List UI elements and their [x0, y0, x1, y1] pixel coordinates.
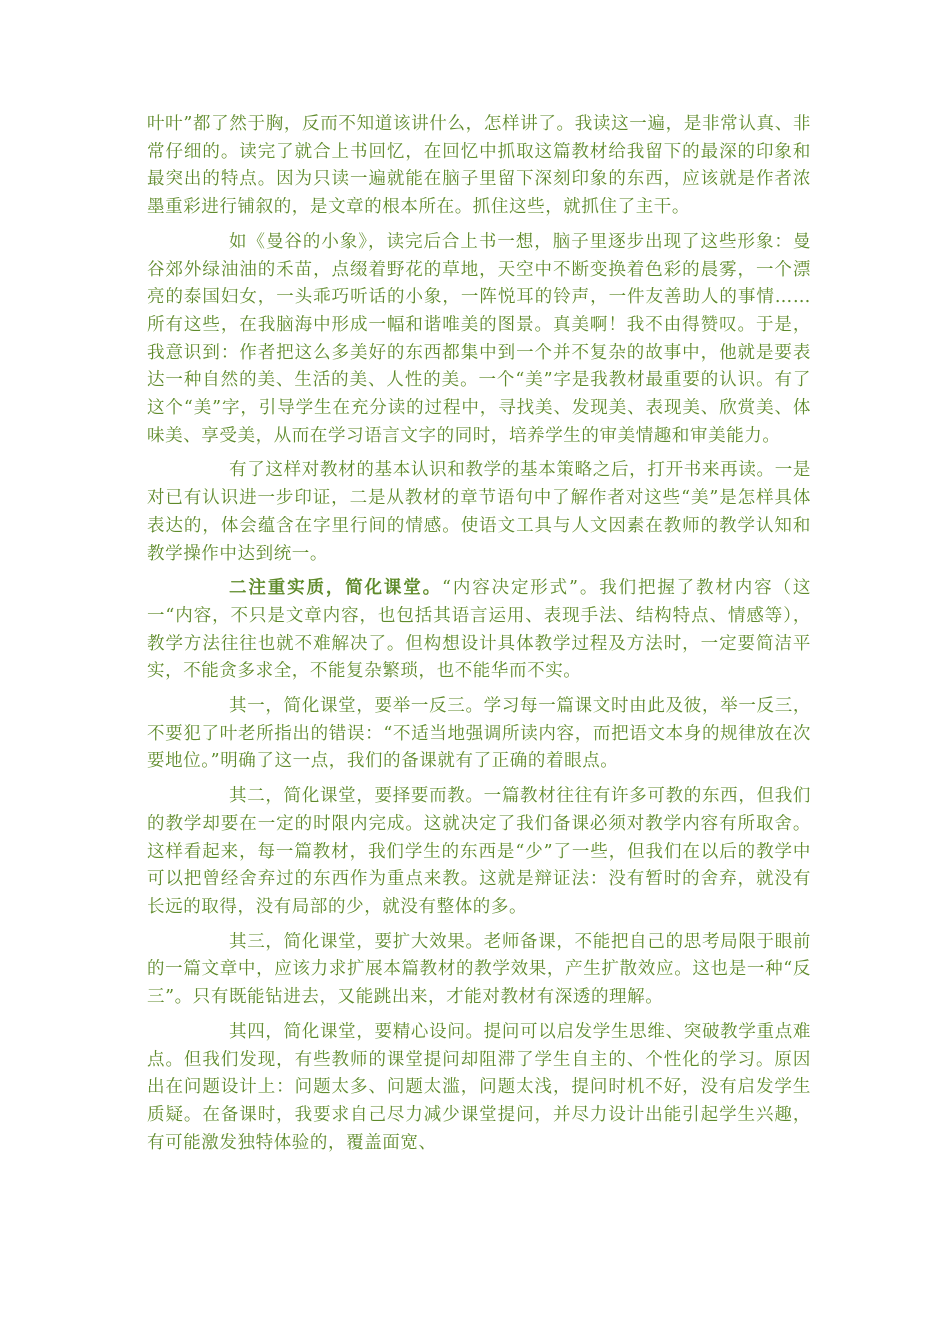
- paragraph-7: 其三，简化课堂，要扩大效果。老师备课，不能把自己的思考局限于眼前的一篇文章中，应该力求扩展本篇教材的教学效果，产生扩散效应。这也是一种“反三”。只有既能钻进去，又能跳出来，才能对教材有深透的理解。: [147, 931, 811, 1008]
- paragraph-6: 其二，简化课堂，要择要而教。一篇教材往往有许多可教的东西，但我们的教学却要在一定的时限内完成。这就决定了我们备课必须对教学内容有所取舍。这样看起来，每一篇教材，我们学生的东西是“少”了一些，但我们在以后的教学中可以把曾经舍弃过的东西作为重点来教。这就是辩证法：没有暂时的舍弃，就没有长远的取得，没有局部的少，就没有整体的多。: [147, 786, 811, 917]
- paragraph-5: 其一，简化课堂，要举一反三。学习每一篇课文时由此及彼，举一反三，不要犯了叶老所指出的错误：“不适当地强调所读内容，而把语文本身的规律放在次要地位。”明确了这一点，我们的备课就有了正确的着眼点。: [147, 696, 811, 772]
- paragraph-4-text: “内容决定形式”。我们把握了教材内容（这一“内容，不只是文章内容，也包括其语言运用、表现手法、结构特点、情感等），教学方法往往也就不难解决了。但构想设计具体教学过程及方法时，一定要简洁平实，不能贪多求全，不能复杂繁琐，也不能华而不实。: [147, 578, 811, 682]
- paragraph-3: 有了这样对教材的基本认识和教学的基本策略之后，打开书来再读。一是对已有认识进一步印证，二是从教材的章节语句中了解作者对这些“美”是怎样具体表达的，体会蕴含在字里行间的情感。使语文工具与人文因素在教师的教学认知和教学操作中达到统一。: [147, 460, 811, 564]
- paragraph-8: 其四，简化课堂，要精心设问。提问可以启发学生思维、突破教学重点难点。但我们发现，有些教师的课堂提问却阻滞了学生自主的、个性化的学习。原因出在问题设计上：问题太多、问题太滥，问题太浅，提问时机不好，没有启发学生质疑。在备课时，我要求自己尽力减少课堂提问，并尽力设计出能引起学生兴趣，有可能激发独特体验的，覆盖面宽、: [147, 1021, 811, 1153]
- paragraph-2: 如《曼谷的小象》，读完后合上书一想，脑子里逐步出现了这些形象：曼谷郊外绿油油的禾苗，点缀着野花的草地，天空中不断变换着色彩的晨雾，一个漂亮的泰国妇女，一头乖巧听话的小象，一阵悦耳的铃声，一件友善助人的事情……所有这些，在我脑海中形成一幅和谐唯美的图景。真美啊！我不由得赞叹。于是，我意识到：作者把这么多美好的东西都集中到一个并不复杂的故事中，他就是要表达一种自然的美、生活的美、人性的美。一个“美”字是我教材最重要的认识。有了这个“美”字，引导学生在充分读的过程中，寻找美、发现美、表现美、欣赏美、体味美、享受美，从而在学习语言文字的同时，培养学生的审美情趣和审美能力。: [147, 231, 811, 446]
- paragraph-4: [147, 575, 811, 686]
- document-body: [147, 111, 811, 1164]
- section-heading: 二注重实质，简化课堂。: [229, 578, 443, 599]
- paragraph-1: 叶叶”都了然于胸，反而不知道该讲什么，怎样讲了。我读这一遍，是非常认真、非常仔细的。读完了就合上书回忆，在回忆中抓取这篇教材给我留下的最深的印象和最突出的特点。因为只读一遍就能在脑子里留下深刻印象的东西，应该就是作者浓墨重彩进行铺叙的，是文章的根本所在。抓住这些，就抓住了主干。: [147, 114, 811, 218]
